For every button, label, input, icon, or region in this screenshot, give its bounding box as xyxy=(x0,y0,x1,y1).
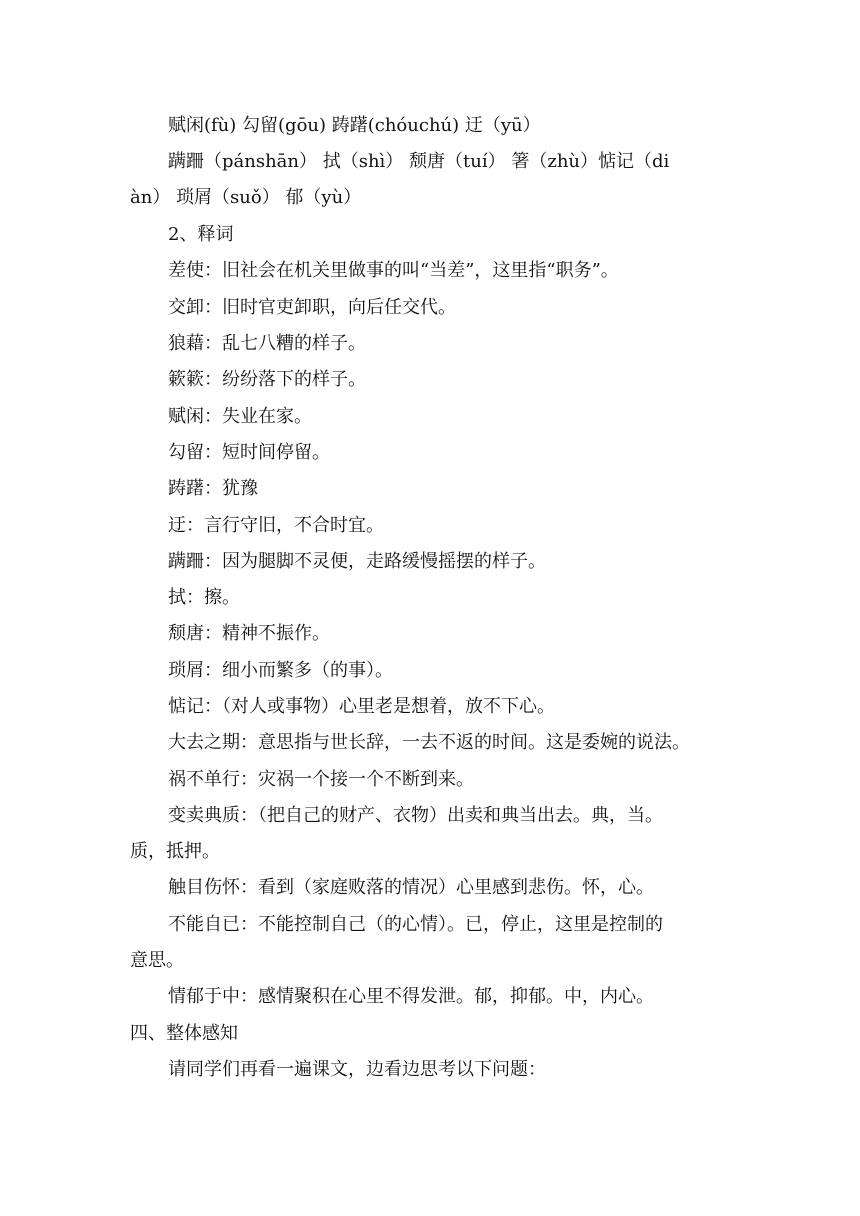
definition-line: 惦记：（对人或事物）心里老是想着，放不下心。 xyxy=(168,696,555,717)
definition-line: 狼藉：乱七八糟的样子。 xyxy=(168,333,366,354)
definition-line: 祸不单行：灾祸一个接一个不断到来。 xyxy=(168,769,474,790)
definition-line: 拭：擦。 xyxy=(168,587,240,608)
definition-line: 勾留：短时间停留。 xyxy=(168,442,330,463)
instruction-line: 请同学们再看一遍课文，边看边思考以下问题： xyxy=(168,1059,546,1080)
definition-line: 颓唐：精神不振作。 xyxy=(168,623,330,644)
definition-line: 蹒跚：因为腿脚不灵便，走路缓慢摇摆的样子。 xyxy=(168,551,546,572)
definition-line: 变卖典质：（把自己的财产、衣物）出卖和典当出去。典，当。 xyxy=(168,805,663,826)
definition-line: 不能自已：不能控制自己（的心情）。已，停止，这里是控制的 xyxy=(168,914,663,935)
definition-line: 交卸：旧时官吏卸职，向后任交代。 xyxy=(168,297,456,318)
definition-line: 簌簌：纷纷落下的样子。 xyxy=(168,369,366,390)
definition-line: 迂：言行守旧，不合时宜。 xyxy=(168,515,384,536)
definition-line: 触目伤怀：看到（家庭败落的情况）心里感到悲伤。怀，心。 xyxy=(168,877,654,898)
section-heading-overall: 四、整体感知 xyxy=(130,1023,238,1044)
pronunciation-line-1: 赋闲(fù) 勾留(gōu) 踌躇(chóuchú) 迂（yū） xyxy=(168,115,541,136)
definition-continuation: 意思。 xyxy=(130,950,184,971)
section-heading-definitions: 2、释词 xyxy=(168,224,234,245)
pronunciation-line-3: àn） 琐屑（suǒ） 郁（yù） xyxy=(130,187,362,208)
pronunciation-line-2: 蹒跚（pánshān） 拭（shì） 颓唐（tuí） 箸（zhù）惦记（di xyxy=(168,151,670,172)
definition-continuation: 质，抵押。 xyxy=(130,841,220,862)
definition-line: 琐屑：细小而繁多（的事）。 xyxy=(168,660,393,681)
definition-line: 差使：旧社会在机关里做事的叫“当差”，这里指“职务”。 xyxy=(168,260,619,281)
definition-line: 踌躇：犹豫 xyxy=(168,478,258,499)
definition-line: 赋闲：失业在家。 xyxy=(168,406,312,427)
definition-line: 大去之期：意思指与世长辞，一去不返的时间。这是委婉的说法。 xyxy=(168,732,690,753)
definition-line: 情郁于中：感情聚积在心里不得发泄。郁，抑郁。中，内心。 xyxy=(168,986,654,1007)
